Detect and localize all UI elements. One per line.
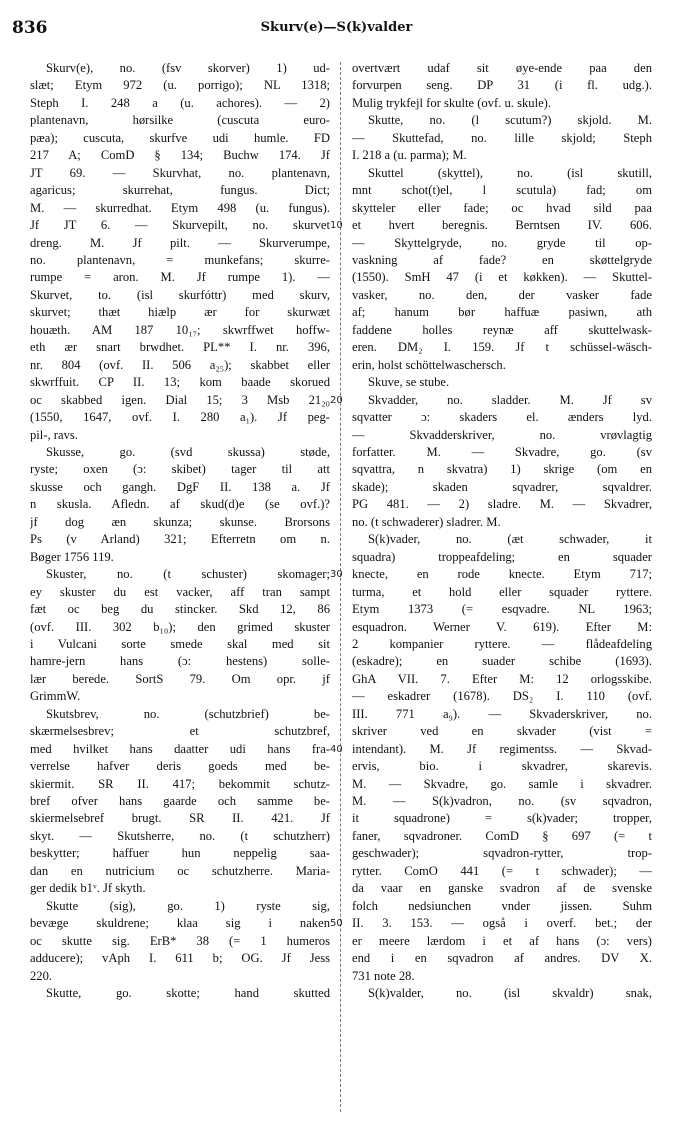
text-line: Skutte, go. skotte; hand skutted [46, 986, 330, 1001]
text-line: folch nedsiunchen vnder jissen. Suhm [352, 898, 652, 913]
text-line: forvurpen seng. DP 31 (i fl. udg.). [352, 78, 652, 93]
text-line: (eskadre); en suader schibe (1693). [352, 654, 652, 669]
text-line: sqvatter ɔ: skaders el. ænders lyd. [352, 410, 652, 425]
line-number: 40 [330, 743, 343, 755]
text-line: skurvet; thæt hiælp ær for skurwæt [30, 305, 330, 320]
text-line: forfatter. M. — Skvadre, go. (sv [352, 444, 652, 459]
text-line: 2 kompanier ryttere. — flådeafdeling [352, 636, 652, 651]
text-line: squadra) troppeafdeling; en squader [352, 549, 652, 564]
text-line: I. 218 a (u. parma); M. [352, 148, 467, 163]
text-line: plantenavn, hørsilke (cuscuta euro- [30, 113, 330, 128]
text-line: skusse och gangh. DgF II. 138 a. Jf [30, 479, 330, 494]
text-line: no. (t schwaderer) sladrer. M. [352, 514, 501, 529]
text-line: III. 771 a₉). — Skvaderskriver, no. [352, 706, 652, 721]
text-line: hamre-jern hans (ɔ: hestens) solle- [30, 654, 330, 669]
text-line: n skusla. Afledn. af skud(d)e (se ovf.)? [30, 497, 330, 512]
text-line: oc skutte sig. ErB* 38 (= 1 humeros [30, 933, 330, 948]
text-line: faner, sqvadroner. ComD § 697 (= t [352, 828, 652, 843]
text-line: GhA VII. 7. Efter M: 12 orlogsskibe. [352, 671, 652, 686]
text-line: vaskning af fade? en skøttelgryde [352, 252, 652, 267]
text-line: da vaar en ganske svadron af de svenske [352, 881, 652, 896]
text-line: eren. DM₂ I. 159. Jf t schüssel-wäsch- [352, 340, 652, 355]
text-line: skyt. — Skutsherre, no. (t schutzherr) [30, 828, 330, 843]
text-line: beskytter; haffuer hun neppelig saa- [30, 846, 330, 861]
text-line: Skurv(e), no. (fsv skorver) 1) ud- [46, 61, 330, 75]
text-line: Mulig trykfejl for skulte (ovf. u. skule). [352, 95, 552, 110]
left-column [30, 60, 330, 1002]
text-line: (1550). SmH 47 (i et køkken). — Skuttel- [352, 270, 652, 285]
text-line: er meere lærdom i et af hans (ɔ: vers) [352, 933, 652, 948]
text-line: bevæge skuldrene; klaa sig i naken [30, 916, 330, 931]
text-line: ey skuster du est vacker, aff tran sampt [30, 584, 330, 599]
text-line: end i en sqvadron af andres. DV X. [352, 951, 652, 966]
text-line: lær berede. SortS 79. Om opr. jf [30, 671, 330, 686]
text-line: ervis, bio. i skvadrer, skarevis. [352, 759, 652, 774]
text-line: slæt; Etym 972 (u. porrigo); NL 1318; [30, 78, 330, 93]
line-number: 20 [330, 394, 343, 406]
text-line: overtvært udaf sit øye-ende paa den [352, 61, 652, 75]
text-line: geschwader); sqvadron-rytter, trop- [352, 846, 652, 861]
text-line: skiermelsebref brugt. SR II. 421. Jf [30, 811, 330, 826]
text-line: vasker, no. den, der vasker fade [352, 287, 652, 302]
text-line: med hvilket hans daatter udi hans fra- [30, 741, 330, 756]
text-line: faddene holles reynæ aff skuttelwask- [352, 322, 652, 337]
text-line: bref ofver hans gaarde och samme be- [30, 794, 330, 809]
text-line: 731 note 28. [352, 968, 415, 983]
line-number: 50 [330, 918, 343, 930]
text-line: skiermit. SR II. 417; bekommit schutz- [30, 776, 330, 791]
text-line: Skvadder, no. sladder. M. Jf sv [368, 392, 652, 407]
text-line: nr. 804 (ovf. II. 506 a₂₅); skabbet eller [30, 357, 330, 372]
running-head: Skurv(e)—S(k)valder [260, 20, 413, 35]
text-line: mnt schot(t)el, l scutula) fad; om [352, 183, 652, 198]
text-line: Steph I. 248 a (u. achores). — 2) [30, 95, 330, 110]
text-line: i Vulcani sorte smede skal med sit [30, 636, 330, 651]
text-line: Skuster, no. (t schuster) skomager; [46, 567, 330, 582]
text-line: Skutte, no. (l scutum?) skjold. M. [368, 113, 652, 128]
text-line: intendant). M. Jf regimentss. — Skvad- [352, 741, 652, 756]
page-number: 836 [12, 18, 48, 38]
text-line: skytteler eller fade; oc hvad sild paa [352, 200, 652, 215]
text-line: Skusse, go. (svd skussa) støde, [46, 444, 330, 459]
text-line: dan en nutricium oc schutzherre. Maria- [30, 863, 330, 878]
text-line: Skutte (sig), go. 1) ryste sig, [46, 898, 330, 913]
text-line: no. plantenavn, = munkefans; skurre- [30, 252, 330, 267]
text-line: rytter. ComO 441 (= t schwader); — [352, 863, 652, 878]
page-header [12, 18, 661, 42]
text-line: — Skyttelgryde, no. gryde til op- [352, 235, 652, 250]
text-line: skwrffuit. CP II. 13; kom baade skorued [30, 375, 330, 390]
text-line: skriver ved en skvader (vist = [352, 724, 652, 739]
text-line: esquadron. Werner V. 619). Efter M: [352, 619, 652, 634]
text-line: verrelse hafver deris goeds med be- [30, 759, 330, 774]
line-number: 30 [330, 569, 343, 581]
text-line: (ovf. III. 302 b₁₀); den grimed skuster [30, 619, 330, 634]
text-line: et hvert beregnis. Berntsen IV. 606. [352, 218, 652, 233]
text-line: agaricus; skurrehat, fungus. Dict; [30, 183, 330, 198]
text-line: sqvattra, n skvatra) 1) skrige (om en [352, 462, 652, 477]
text-line: skærmelsesbrev; et schutzbref, [30, 724, 330, 739]
line-number: 10 [330, 220, 343, 232]
text-line: JT 69. — Skurvhat, no. plantenavn, [30, 165, 330, 180]
text-line: Jf JT 6. — Skurvepilt, no. skurvet [30, 218, 330, 233]
text-line: — Skuttefad, no. lille skjold; Steph [352, 130, 652, 145]
text-line: rumpe = aron. M. Jf rumpe 1). — [30, 270, 330, 285]
text-line: 220. [30, 968, 53, 983]
text-line: Bøger 1756 119. [30, 549, 114, 564]
text-line: S(k)valder, no. (isl skvaldr) snak, [368, 986, 652, 1001]
text-line: houæth. AM 187 10₁₇; skwrffwet hoffw- [30, 322, 330, 337]
text-line: adducere); vAph I. 611 b; OG. Jf Jess [30, 951, 330, 966]
text-line: ger dedik b1ᵛ. Jf skyth. [30, 881, 146, 896]
text-line: II. 3. 153. — også i overf. bet.; der [352, 916, 652, 931]
text-line: Skuttel (skyttel), no. (isl skutill, [368, 165, 652, 180]
text-line: Skurvet, to. (isl skurfóttr) med skurv, [30, 287, 330, 302]
text-line: pæa); cuscuta, skurfve udi humle. FD [30, 130, 330, 145]
text-line: ryste; oxen (ɔ: skibet) tager til att [30, 462, 330, 477]
text-line: erin, holst schöttelwaschersch. [352, 357, 506, 372]
text-line: skade); skaden sqvadrer, sqvaldrer. [352, 479, 652, 494]
text-line: Skuve, se stube. [368, 375, 450, 390]
text-line: oc skabbed igen. Dial 15; 3 Msb 21₂₀ [30, 392, 330, 407]
text-line: S(k)vader, no. (æt schwader, it [368, 532, 652, 547]
text-line: (1550, 1647, ovf. I. 280 a₁). Jf peg- [30, 410, 330, 425]
text-line: eth ær snart brwdhet. PL** I. nr. 396, [30, 340, 330, 355]
text-line: PG 481. — 2) sladre. M. — Skvadrer, [352, 497, 652, 512]
text-line: GrimmW. [30, 689, 81, 704]
text-line: pil-, ravs. [30, 427, 78, 442]
text-line: jf dog æn skunza; skunse. Brorsons [30, 514, 330, 529]
text-line: dreng. M. Jf pilt. — Skurverumpe, [30, 235, 330, 250]
text-line: it squadrone) = s(k)vader; tropper, [352, 811, 652, 826]
text-line: M. — skurredhat. Etym 498 (u. fungus). [30, 200, 330, 215]
text-line: — eskadrer (1678). DS₂ I. 110 (ovf. [352, 689, 652, 704]
text-line: Etym 1373 (= esqvadre. NL 1963; [352, 602, 652, 617]
text-line: M. — Skvadre, go. samle i skvadrer. [352, 776, 652, 791]
text-line: turma, et hold eller squader ryttere. [352, 584, 652, 599]
text-line: fæt oc beg du stincker. Skd 12, 86 [30, 602, 330, 617]
text-line: knecte, en rode knecte. Etym 717; [352, 567, 652, 582]
text-line: Skutsbrev, no. (schutzbrief) be- [46, 706, 330, 721]
text-line: — Skvadderskriver, no. vrøvlagtig [352, 427, 652, 442]
text-line: af; hanum bør haffuæ pasiwn, ath [352, 305, 652, 320]
text-line: M. — S(k)vadron, no. (sv sqvadron, [352, 794, 652, 809]
text-line: 217 A; ComD § 134; Buchw 174. Jf [30, 148, 330, 163]
right-column [352, 60, 652, 1002]
text-line: Ps (v Arland) 321; Efterretn om n. [30, 532, 330, 547]
